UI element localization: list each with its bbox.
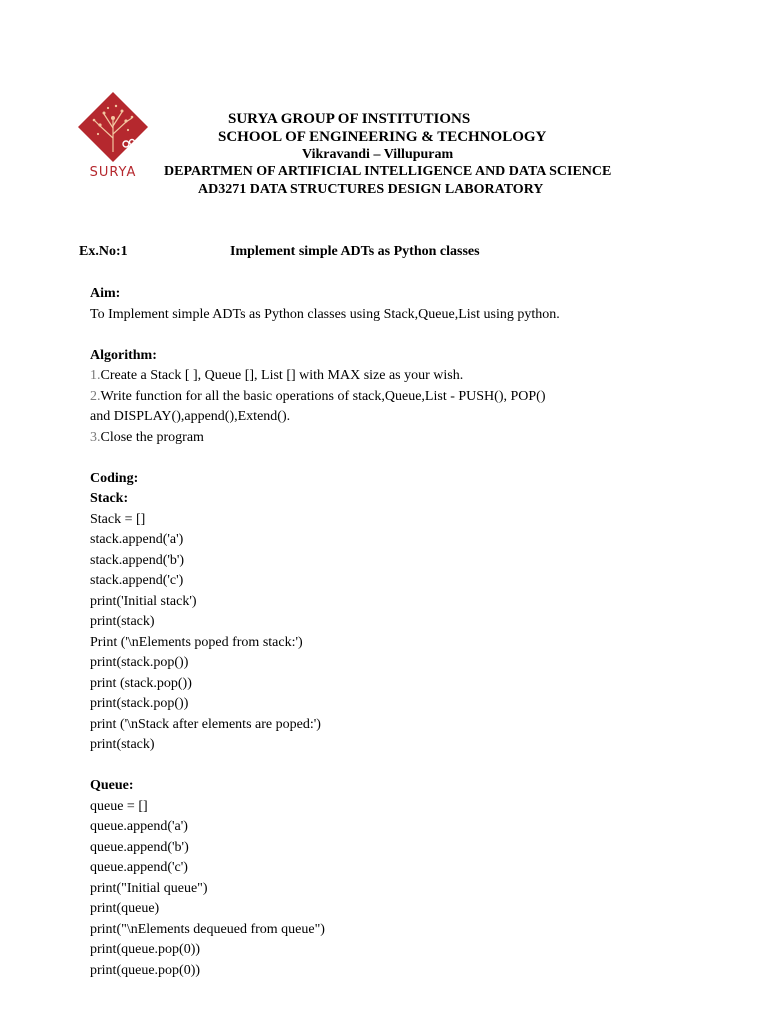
code-line: queue = [] bbox=[90, 798, 148, 814]
code-line: queue.append('a') bbox=[90, 819, 188, 834]
department-name: DEPARTMEN OF ARTIFICIAL INTELLIGENCE AND DATA SCIENCE bbox=[164, 164, 612, 179]
aim-heading: Aim: bbox=[90, 286, 121, 301]
logo-text: SURYA bbox=[89, 165, 137, 180]
surya-logo bbox=[76, 90, 150, 180]
code-line: print("\nElements dequeued from queue") bbox=[90, 921, 325, 937]
code-line: print('Initial stack') bbox=[90, 593, 197, 609]
aim-text: To Implement simple ADTs as Python classes using Stack,Queue,List using python. bbox=[90, 306, 560, 322]
coding-heading: Coding: bbox=[90, 470, 139, 486]
stack-heading: Stack: bbox=[90, 491, 129, 506]
queue-code-block bbox=[90, 797, 730, 982]
code-line: stack.append('c') bbox=[90, 573, 184, 588]
code-line: print (stack.pop()) bbox=[90, 675, 192, 691]
code-line: print("Initial queue") bbox=[90, 880, 208, 896]
algorithm-step: and DISPLAY(),append(),Extend(). bbox=[90, 409, 291, 424]
algorithm-step: 2.Write function for all the basic operations of stack,Queue,List - PUSH(), POP() bbox=[90, 388, 546, 404]
code-line: print ('\nStack after elements are poped:') bbox=[90, 716, 321, 732]
code-line: queue.append('c') bbox=[90, 860, 188, 875]
document-body bbox=[90, 284, 730, 981]
code-line: print(queue) bbox=[90, 901, 160, 916]
code-line: print(queue.pop(0)) bbox=[90, 942, 201, 957]
code-line: Print ('\nElements poped from stack:') bbox=[90, 634, 303, 650]
location: Vikravandi – Villupuram bbox=[302, 147, 454, 162]
code-line: queue.append('b') bbox=[90, 839, 189, 855]
queue-heading: Queue: bbox=[90, 778, 134, 793]
algorithm-heading: Algorithm: bbox=[90, 347, 157, 363]
code-line: print(stack) bbox=[90, 737, 155, 752]
code-line: print(stack) bbox=[90, 614, 155, 629]
code-line: print(stack.pop()) bbox=[90, 655, 189, 670]
code-line: stack.append('a') bbox=[90, 532, 184, 547]
school-name: SCHOOL OF ENGINEERING & TECHNOLOGY bbox=[218, 129, 547, 145]
code-line: print(queue.pop(0)) bbox=[90, 962, 201, 978]
code-line: stack.append('b') bbox=[90, 552, 185, 568]
lab-name: AD3271 DATA STRUCTURES DESIGN LABORATORY bbox=[198, 182, 544, 197]
code-line: print(stack.pop()) bbox=[90, 696, 189, 711]
exercise-number: Ex.No:1 bbox=[79, 244, 128, 259]
algorithm-step: 1.Create a Stack [ ], Queue [], List [] with MAX size as your wish. bbox=[90, 368, 464, 383]
stack-code-block bbox=[90, 510, 730, 756]
code-line: Stack = [] bbox=[90, 511, 146, 527]
algorithm-step: 3.Close the program bbox=[90, 429, 204, 445]
institution-name: SURYA GROUP OF INSTITUTIONS bbox=[228, 111, 471, 127]
exercise-title: Implement simple ADTs as Python classes bbox=[230, 244, 480, 259]
